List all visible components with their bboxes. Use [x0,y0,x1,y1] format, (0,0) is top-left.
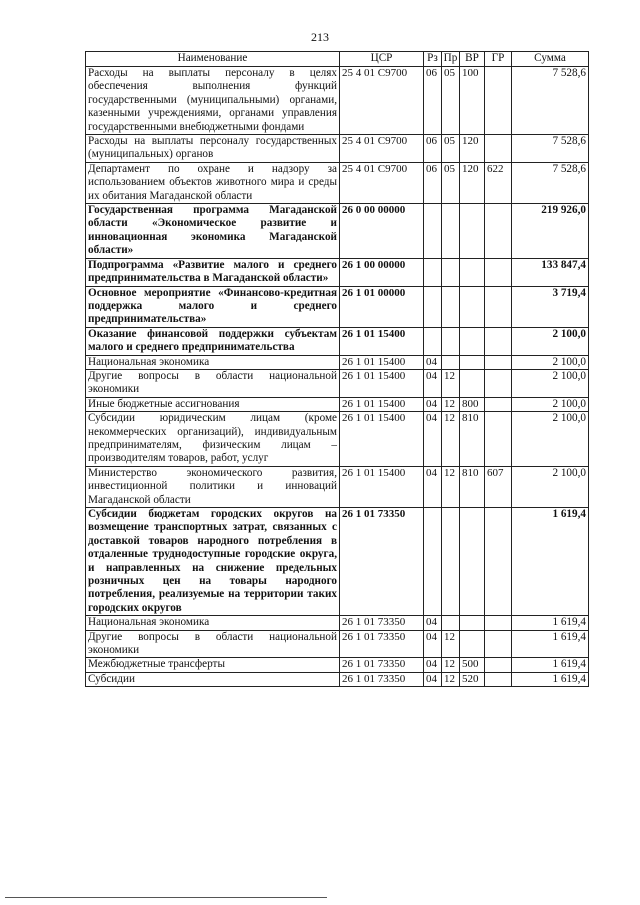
table-row [86,616,589,630]
cell-pr [442,286,460,327]
cell-pr [442,327,460,355]
cell-vr: 810 [460,412,485,467]
cell-gr: 607 [485,466,512,507]
cell-pr: 12 [442,412,460,467]
cell-pr [442,355,460,369]
cell-name: Иные бюджетные ассигнования [86,397,340,411]
cell-name: Основное мероприятие «Финансово-кредитная поддержка малого и среднего предпринимательства» [86,286,340,327]
cell-name: Государственная программа Магаданской области «Экономическое развитие и инновационная экономика Магаданской области» [86,204,340,259]
cell-rz [424,286,442,327]
cell-sum: 1 619,4 [512,508,589,616]
cell-csr: 26 1 01 15400 [340,412,424,467]
cell-name: Субсидии [86,672,340,686]
cell-sum: 7 528,6 [512,135,589,163]
cell-vr [460,616,485,630]
cell-vr: 500 [460,658,485,672]
cell-vr: 800 [460,397,485,411]
cell-sum: 219 926,0 [512,204,589,259]
cell-csr: 26 1 00 00000 [340,258,424,286]
cell-csr: 26 1 01 15400 [340,369,424,397]
cell-pr: 12 [442,466,460,507]
cell-pr: 05 [442,162,460,203]
cell-name: Субсидии бюджетам городских округов на возмещение транспортных затрат, связанных с доставкой товаров народного потребления в отдаленные труднодоступные городские округа, и направленных на снижение предельных розничных цен на товары народного потребления, реализуемые на территории таких городских округов [86,508,340,616]
cell-rz: 04 [424,466,442,507]
cell-vr [460,204,485,259]
table-body [86,67,589,687]
cell-name: Другие вопросы в области национальной экономики [86,630,340,658]
cell-gr [485,630,512,658]
cell-gr [485,616,512,630]
cell-gr [485,286,512,327]
cell-rz [424,204,442,259]
cell-csr: 26 1 01 15400 [340,466,424,507]
cell-rz: 06 [424,135,442,163]
cell-pr [442,258,460,286]
cell-gr [485,204,512,259]
cell-csr: 26 0 00 00000 [340,204,424,259]
cell-vr [460,369,485,397]
cell-sum: 7 528,6 [512,162,589,203]
table-row [86,412,589,467]
cell-gr [485,412,512,467]
cell-vr [460,508,485,616]
cell-name: Другие вопросы в области национальной экономики [86,369,340,397]
cell-rz: 06 [424,67,442,135]
cell-rz: 04 [424,672,442,686]
cell-name: Оказание финансовой поддержки субъектам малого и среднего предпринимательства [86,327,340,355]
cell-gr: 622 [485,162,512,203]
table-row [86,355,589,369]
cell-gr [485,355,512,369]
cell-gr [485,67,512,135]
cell-name: Подпрограмма «Развитие малого и среднего предпринимательства в Магаданской области» [86,258,340,286]
cell-csr: 26 1 01 00000 [340,286,424,327]
table-row [86,658,589,672]
cell-sum: 1 619,4 [512,658,589,672]
cell-sum: 2 100,0 [512,466,589,507]
budget-table [85,51,589,687]
cell-csr: 25 4 01 С9700 [340,67,424,135]
cell-gr [485,369,512,397]
cell-rz: 04 [424,355,442,369]
cell-rz: 04 [424,397,442,411]
cell-vr: 520 [460,672,485,686]
cell-gr [485,397,512,411]
cell-csr: 26 1 01 73350 [340,616,424,630]
cell-csr: 26 1 01 73350 [340,658,424,672]
table-row [86,162,589,203]
cell-sum: 133 847,4 [512,258,589,286]
table-row [86,466,589,507]
table-row [86,397,589,411]
cell-pr: 12 [442,630,460,658]
cell-vr [460,630,485,658]
cell-sum: 2 100,0 [512,369,589,397]
cell-sum: 2 100,0 [512,397,589,411]
cell-gr [485,508,512,616]
cell-csr: 25 4 01 С9700 [340,135,424,163]
header-pr: Пр [442,52,460,67]
cell-pr [442,204,460,259]
header-name: Наименование [86,52,340,67]
cell-sum: 1 619,4 [512,672,589,686]
cell-vr [460,286,485,327]
cell-gr [485,672,512,686]
cell-csr: 26 1 01 15400 [340,327,424,355]
cell-rz: 06 [424,162,442,203]
cell-vr [460,327,485,355]
cell-name: Субсидии юридическим лицам (кроме некоммерческих организаций), индивидуальным предпринимателям, физическим лицам – производителям товаров, работ, услуг [86,412,340,467]
table-row [86,258,589,286]
header-vr: ВР [460,52,485,67]
cell-rz [424,508,442,616]
cell-vr [460,258,485,286]
cell-rz: 04 [424,412,442,467]
table-row [86,630,589,658]
cell-gr [485,135,512,163]
cell-csr: 26 1 01 15400 [340,397,424,411]
cell-rz: 04 [424,630,442,658]
cell-pr: 12 [442,397,460,411]
cell-sum: 1 619,4 [512,616,589,630]
table-row [86,204,589,259]
cell-sum: 2 100,0 [512,355,589,369]
cell-sum: 7 528,6 [512,67,589,135]
cell-sum: 3 719,4 [512,286,589,327]
cell-rz: 04 [424,658,442,672]
cell-vr: 120 [460,162,485,203]
table-row [86,672,589,686]
cell-pr [442,616,460,630]
cell-sum: 2 100,0 [512,412,589,467]
cell-vr: 120 [460,135,485,163]
cell-name: Межбюджетные трансферты [86,658,340,672]
cell-csr: 26 1 01 73350 [340,508,424,616]
table-row [86,67,589,135]
footer-rule [5,897,327,898]
cell-pr: 12 [442,658,460,672]
cell-csr: 26 1 01 73350 [340,672,424,686]
table-row [86,135,589,163]
cell-name: Расходы на выплаты персоналу в целях обеспечения выполнения функций государственными (муниципальными) органами, казенными учреждениями, органами управления государственными внебюджетными фондами [86,67,340,135]
cell-pr: 05 [442,67,460,135]
cell-name: Министерство экономического развития, инвестиционной политики и инноваций Магаданской области [86,466,340,507]
cell-gr [485,258,512,286]
table-row [86,286,589,327]
cell-pr: 12 [442,672,460,686]
table-row [86,508,589,616]
cell-rz [424,258,442,286]
cell-sum: 1 619,4 [512,630,589,658]
cell-pr: 05 [442,135,460,163]
cell-vr [460,355,485,369]
header-sum: Сумма [512,52,589,67]
cell-csr: 25 4 01 С9700 [340,162,424,203]
header-rz: Рз [424,52,442,67]
cell-name: Национальная экономика [86,616,340,630]
cell-vr: 100 [460,67,485,135]
cell-pr: 12 [442,369,460,397]
cell-name: Расходы на выплаты персоналу государственных (муниципальных) органов [86,135,340,163]
cell-rz [424,327,442,355]
cell-name: Департамент по охране и надзору за использованием объектов животного мира и среды их обитания Магаданской области [86,162,340,203]
cell-csr: 26 1 01 73350 [340,630,424,658]
cell-rz: 04 [424,369,442,397]
cell-vr: 810 [460,466,485,507]
header-gr: ГР [485,52,512,67]
table-row [86,369,589,397]
cell-gr [485,327,512,355]
header-csr: ЦСР [340,52,424,67]
cell-pr [442,508,460,616]
cell-name: Национальная экономика [86,355,340,369]
table-row [86,327,589,355]
cell-rz: 04 [424,616,442,630]
cell-gr [485,658,512,672]
page-number: 213 [311,30,329,44]
cell-sum: 2 100,0 [512,327,589,355]
table-header-row [86,52,589,67]
cell-csr: 26 1 01 15400 [340,355,424,369]
